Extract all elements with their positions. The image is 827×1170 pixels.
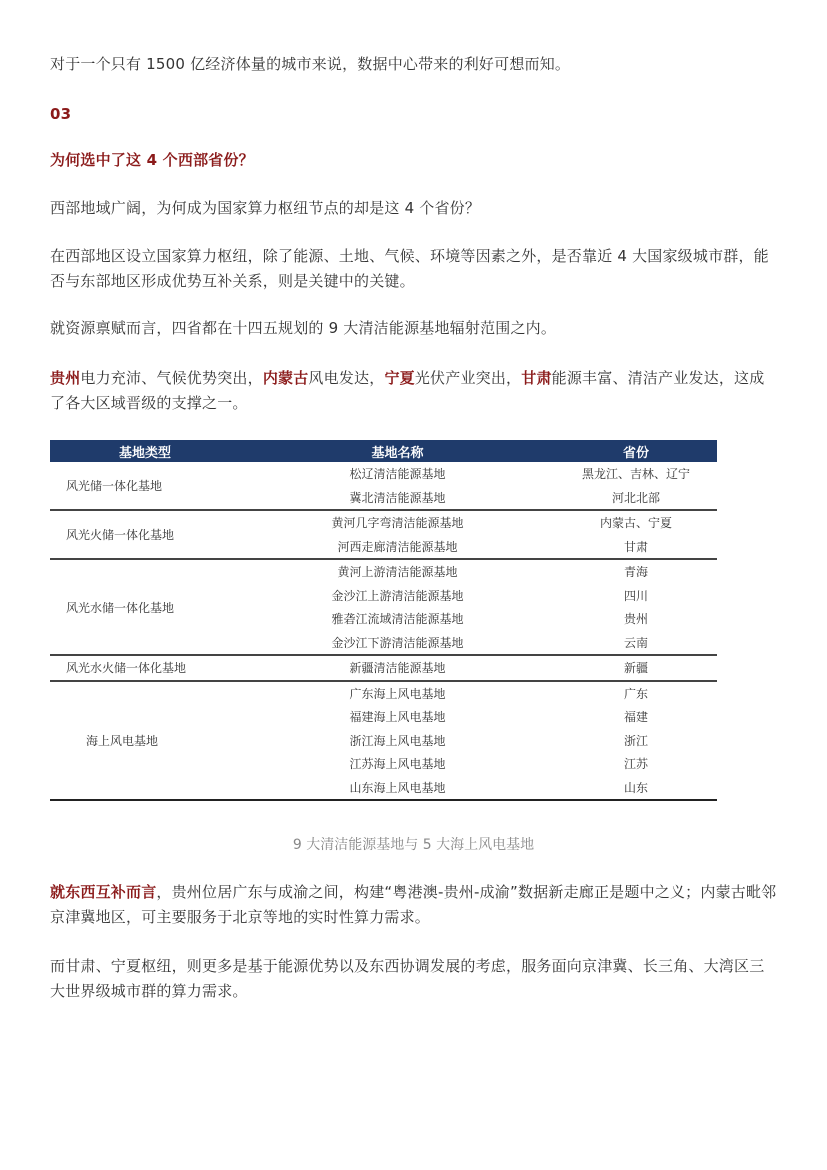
base-name: 金沙江上游清洁能源基地 bbox=[331, 588, 464, 603]
base-name: 松辽清洁能源基地 bbox=[349, 467, 446, 482]
base-name: 雅砻江流域清洁能源基地 bbox=[331, 612, 464, 627]
paragraph bbox=[50, 880, 777, 930]
highlight-ningxia: 宁夏 bbox=[384, 369, 415, 387]
province: 四川 bbox=[623, 588, 648, 603]
highlight-lead: 就东西互补而言 bbox=[50, 883, 157, 901]
province: 山东 bbox=[555, 776, 717, 801]
province: 甘肃 bbox=[555, 535, 717, 560]
highlight-neimenggu: 内蒙古 bbox=[262, 369, 309, 387]
province: 内蒙古、宁夏 bbox=[599, 516, 672, 531]
paragraph: 在西部地区设立国家算力枢纽，除了能源、土地、气候、环境等因素之外，是否靠近 4 大国家级城市群，能否与东部地区形成优势互补关系，则是关键中的关键。 bbox=[50, 247, 769, 290]
base-name: 浙江海上风电基地 bbox=[349, 733, 446, 748]
table-row bbox=[50, 559, 717, 584]
energy-base-table bbox=[50, 440, 717, 801]
table-header: 基地类型 bbox=[50, 440, 240, 462]
base-type: 风光水火储一体化基地 bbox=[50, 655, 240, 681]
table-row bbox=[50, 510, 717, 535]
base-name: 广东海上风电基地 bbox=[349, 686, 446, 701]
table-header-row bbox=[50, 440, 717, 462]
province: 江苏 bbox=[623, 757, 648, 772]
paragraph bbox=[50, 366, 777, 416]
highlight-gansu: 甘肃 bbox=[521, 369, 552, 387]
base-name: 金沙江下游清洁能源基地 bbox=[240, 631, 555, 656]
base-name: 江苏海上风电基地 bbox=[349, 757, 446, 772]
paragraph: 西部地域广阔，为何成为国家算力枢纽节点的却是这 4 个省份？ bbox=[50, 199, 481, 217]
table-header: 省份 bbox=[555, 440, 717, 462]
highlight-guizhou: 贵州 bbox=[50, 369, 81, 387]
table-caption: 9 大清洁能源基地与 5 大海上风电基地 bbox=[292, 837, 535, 853]
province: 浙江 bbox=[623, 733, 648, 748]
text: 风电发达， bbox=[308, 369, 385, 387]
base-name: 新疆清洁能源基地 bbox=[240, 655, 555, 681]
base-type: 风光储一体化基地 bbox=[50, 462, 240, 510]
table-header: 基地名称 bbox=[240, 440, 555, 462]
table-row bbox=[50, 681, 717, 706]
paragraph: 而甘肃、宁夏枢纽，则更多是基于能源优势以及东西协调发展的考虑，服务面向京津冀、长三角、大湾区三大世界级城市群的算力需求。 bbox=[50, 957, 765, 1000]
section-number: 03 bbox=[50, 105, 72, 123]
table-row bbox=[50, 655, 717, 681]
table-row bbox=[50, 462, 717, 486]
paragraph: 对于一个只有 1500 亿经济体量的城市来说，数据中心带来的利好可想而知。 bbox=[50, 55, 571, 73]
base-name: 河西走廊清洁能源基地 bbox=[240, 535, 555, 560]
section-title: 为何选中了这 4 个西部省份？ bbox=[50, 151, 254, 169]
province: 云南 bbox=[555, 631, 717, 656]
province: 黑龙江、吉林、辽宁 bbox=[581, 467, 690, 482]
base-type: 风光水储一体化基地 bbox=[50, 559, 240, 655]
text: ，贵州位居广东与成渝之间，构建“粤港澳-贵州-成渝”数据新走廊正是题中之义；内蒙古毗邻京津冀地区，可主要服务于北京等地的实时性算力需求。 bbox=[50, 883, 777, 926]
province: 河北北部 bbox=[555, 486, 717, 511]
province: 福建 bbox=[623, 710, 648, 725]
base-type: 风光火储一体化基地 bbox=[50, 510, 240, 559]
paragraph: 就资源禀赋而言，四省都在十四五规划的 9 大清洁能源基地辐射范围之内。 bbox=[50, 319, 557, 337]
base-name: 黄河上游清洁能源基地 bbox=[337, 565, 458, 580]
base-name: 福建海上风电基地 bbox=[349, 710, 446, 725]
text: 能源丰富、清洁产业发达，这成了各大区域晋级的支撑之一。 bbox=[50, 369, 765, 412]
text: 光伏产业突出， bbox=[414, 369, 522, 387]
province: 贵州 bbox=[623, 612, 648, 627]
province: 广东 bbox=[623, 686, 648, 701]
base-name: 黄河几字弯清洁能源基地 bbox=[331, 516, 464, 531]
base-name: 冀北清洁能源基地 bbox=[240, 486, 555, 511]
province: 新疆 bbox=[555, 655, 717, 681]
text: 电力充沛、气候优势突出， bbox=[80, 369, 263, 387]
province: 青海 bbox=[623, 565, 648, 580]
base-type: 海上风电基地 bbox=[50, 681, 240, 801]
base-name: 山东海上风电基地 bbox=[240, 776, 555, 801]
